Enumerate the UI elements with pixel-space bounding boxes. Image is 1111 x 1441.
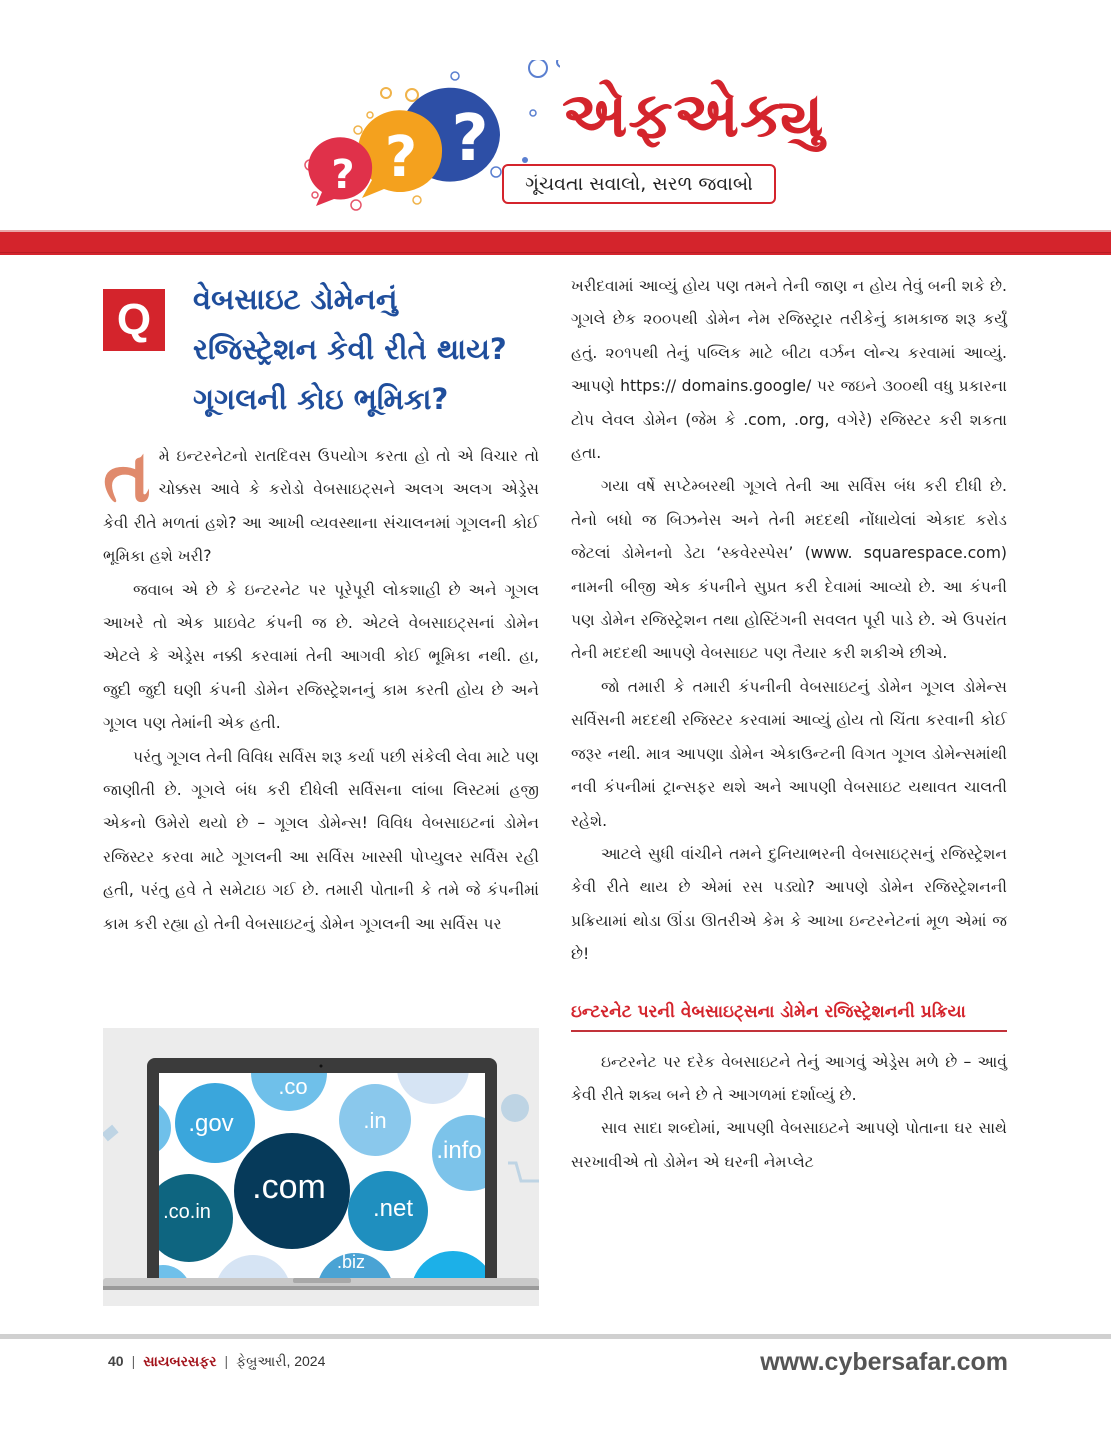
domain-label: .gov [188,1110,234,1137]
paragraph: પરંતુ ગૂગલ તેની વિવિધ સર્વિસ શરૂ કર્યા પછી સંકેલી લેવા માટે પણ જાણીતી છે. ગૂગલે બંધ કરી દીધેલી સર્વિસના લાંબા લિસ્ટમાં હજી એકનો ઉમેરો થયો છે – ગૂગલ ડોમેન્સ! વિવિધ વેબસાઇટનાં ડોમેન રજિસ્ટર કરવા માટે ગૂગલની આ સર્વિસ ખાસ્સી પોપ્યુલર સર્વિસ રહી હતી, પરંતુ હવે તે સમેટાઇ ગઈ છે. તમારી પોતાની કે તમે જે કંપનીમાં કામ કરી રહ્યા હો તેની વેબસાઇટનું ડોમેન ગૂગલની આ સર્વિસ પર [103,747,539,933]
section-tagline: ગૂંચવતા સવાલો, સરળ જવાબો [502,164,776,204]
magazine-name: સાયબરસફર [143,1353,217,1369]
paragraph: જવાબ એ છે કે ઇન્ટરનેટ પર પૂરેપૂરી લોકશાહી છે અને ગૂગલ આખરે તો એક પ્રાઇવેટ કંપની જ છે. એટલે વેબસાઇટ્સનાં ડોમેન એટલે કે એડ્રેસ નક્કી કરવામાં તેની આગવી કોઈ ભૂમિકા નથી. હા, જુદી જુદી ઘણી કંપની ડોમેન રજિસ્ટ્રેશનનું કામ કરતી હોય છે અને ગૂગલ પણ તેમાંની એક હતી. [103,580,539,733]
laptop-illustration [103,1028,539,1306]
left-column [103,270,539,941]
paragraph: તમે ઇન્ટરનેટનો રાતદિવસ ઉપયોગ કરતા હો તો એ વિચાર તો ચોક્કસ આવે કે કરોડો વેબસાઇટ્સને અલગ અલગ એડ્રેસ કેવી રીતે મળતાં હશે? આ આખી વ્યવસ્થાના સંચાલનમાં ગૂગલની કોઈ ભૂમિકા હશે ખરી? [103,434,539,566]
paragraph: આટલે સુધી વાંચીને તમને દુનિયાભરની વેબસાઇટ્સનું રજિસ્ટ્રેશન કેવી રીતે થાય છે એમાં રસ પડ્યો? આપણે ડોમેન રજિસ્ટ્રેશનની પ્રક્રિયામાં થોડા ઊંડા ઊતરીએ કેમ કે આખા ઇન્ટરનેટનાં મૂળ એમાં જ છે! [571,844,1007,964]
domain-label: .info [436,1137,482,1164]
question-title-line: વેબસાઇટ ડોમેનનું [193,282,398,316]
article-body-right [571,270,1007,972]
domain-label: .com [252,1168,326,1206]
question-mark: ? [331,152,355,198]
page-header [0,0,1111,230]
footer-divider [0,1334,1111,1339]
section-title: એફએક્યુ [562,78,825,151]
paragraph: જો તમારી કે તમારી કંપનીની વેબસાઇટનું ડોમેન ગૂગલ ડોમેન્સ સર્વિસની મદદથી રજિસ્ટર કરવામાં આવ્યું હોય તો ચિંતા કરવાની કોઈ જરૂર નથી. માત્ર આપણા ડોમેન એકાઉન્ટની વિગત ગૂગલ ડોમેન્સમાંથી નવી કંપનીમાં ટ્રાન્સફર થશે અને આપણી વેબસાઇટ યથાવત ચાલતી રહેશે. [571,677,1007,830]
question-mark: ? [451,102,489,176]
paragraph: ખરીદવામાં આવ્યું હોય પણ તમને તેની જાણ ન હોય તેવું બની શકે છે. ગૂગલે છેક ૨૦૦૫થી ડોમેન નેમ રજિસ્ટ્રાર તરીકેનું કામકાજ શરૂ કર્યું હતું. ૨૦૧૫થી તેનું પબ્લિક માટે બીટા વર્ઝન લોન્ચ કરવામાં આવ્યું. આપણે https:// domains.google/ પર જઇને ૩૦૦થી વધુ પ્રકારના ટોપ લેવલ ડોમેન (જેમ કે .com, .org, વગેરે) રજિસ્ટર કરી શકતા હતા. [571,277,1007,463]
header-divider-band [0,230,1111,255]
paragraph: ઇન્ટરનેટ પર દરેક વેબસાઇટને તેનું આગવું એડ્રેસ મળે છે – આવું કેવી રીતે શક્ય બને છે તે આગળમાં દર્શાવ્યું છે. [571,1052,1007,1104]
section-heading: ઇન્ટરનેટ પરની વેબસાઇટ્સના ડોમેન રજિસ્ટ્રેશનની પ્રક્રિયા [571,998,1007,1032]
question-title [193,274,543,424]
domain-label: .co [278,1074,308,1099]
question-mark: ? [384,125,418,190]
domain-label: .co.in [163,1201,211,1223]
paragraph: સાવ સાદા શબ્દોમાં, આપણી વેબસાઇટને આપણે પોતાના ઘર સાથે સરખાવીએ તો ડોમેન એ ઘરની નેમપ્લેટ [571,1119,1007,1171]
section-body [571,1046,1007,1180]
page-number: 40 [108,1353,124,1369]
drop-cap: ત [103,434,151,518]
domain-label: .in [363,1108,387,1133]
article-body-left [103,434,539,941]
domain-label: .net [372,1195,414,1222]
question-block [103,270,539,440]
question-title-line: ગૂગલની કોઇ ભૂમિકા? [193,382,449,416]
domain-label: .biz [336,1252,366,1272]
paragraph: ગયા વર્ષે સપ્ટેમ્બરથી ગૂગલે તેની આ સર્વિસ બંધ કરી દીધી છે. તેનો બધો જ બિઝનેસ અને તેની મદદથી નોંધાયેલાં એકાદ કરોડ જેટલાં ડોમેનનો ડેટા ‘સ્કવેરસ્પેસ’ (www. squarespace.com) નામની બીજી એક કંપનીને સુપ્રત કરી દેવામાં આવ્યો છે. આ કંપની પણ ડોમેન રજિસ્ટ્રેશન તથા હોસ્ટિંગની સવલત પૂરી પાડે છે. એ ઉપરાંત તેની મદદથી આપણે વેબસાઇટ પણ તૈયાર કરી શકીએ છીએ. [571,477,1007,663]
question-title-line: રજિસ્ટ્રેશન કેવી રીતે થાય? [193,332,507,366]
domain-laptop-illustration [103,1028,539,1306]
question-badge: Q [103,289,165,351]
website-url[interactable]: www.cybersafar.com [760,1348,1008,1376]
footer-info: 40 | સાયબરસફર | ફેબ્રુઆરી, 2024 [108,1353,326,1369]
right-column [571,270,1007,1179]
issue-date: ફેબ્રુઆરી, 2024 [236,1353,326,1369]
